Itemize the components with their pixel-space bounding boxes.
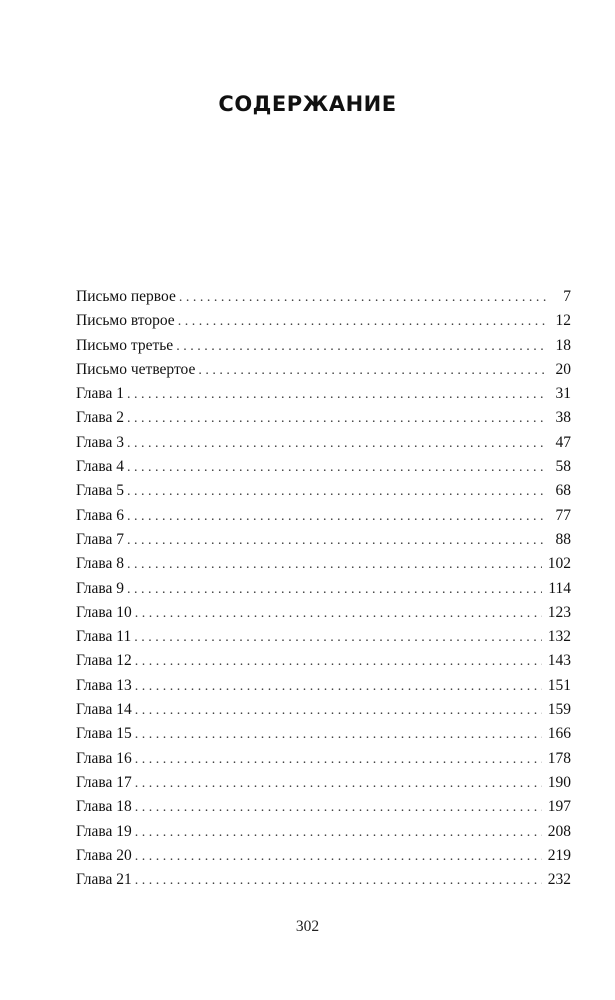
toc-entry-page: 208	[547, 822, 571, 840]
toc-leader-dots	[179, 286, 547, 310]
toc-entry	[76, 528, 571, 552]
toc-entry	[76, 382, 571, 406]
toc-leader-dots	[135, 723, 542, 747]
toc-entry-label: Глава 3	[76, 433, 125, 451]
toc-entry-page: 123	[547, 603, 571, 621]
toc-entry-page: 7	[563, 288, 571, 305]
toc-entry	[76, 406, 571, 430]
toc-entry-label: Глава 1	[76, 385, 125, 403]
toc-entry-page: 197	[547, 798, 571, 816]
toc-leader-dots	[127, 553, 542, 577]
toc-leader-dots	[127, 578, 542, 602]
toc-entry	[76, 601, 571, 625]
toc-entry-label: Глава 14	[76, 701, 132, 719]
toc-entry-label: Глава 4	[76, 458, 125, 476]
toc-entry-label: Глава 11	[76, 628, 132, 646]
toc-leader-dots	[127, 505, 547, 529]
toc-entry-label: Глава 12	[76, 652, 132, 670]
toc-leader-dots	[135, 796, 542, 820]
toc-leader-dots	[127, 480, 547, 504]
toc-entry-label: Глава 5	[76, 482, 125, 500]
toc-leader-dots	[127, 432, 547, 456]
toc-entry-label: Глава 15	[76, 725, 132, 743]
toc-entry-label: Глава 10	[76, 603, 132, 621]
toc-leader-dots	[135, 869, 542, 893]
toc-entry-page: 143	[547, 652, 571, 670]
toc-entry	[76, 844, 571, 868]
toc-entry-label: Глава 20	[76, 846, 132, 864]
toc-entry	[76, 747, 571, 771]
toc-entry	[76, 771, 571, 795]
toc-leader-dots	[178, 310, 547, 334]
toc-entry-label: Глава 19	[76, 822, 132, 840]
toc-leader-dots	[135, 602, 542, 626]
toc-entry	[76, 674, 571, 698]
toc-entry-page: 151	[547, 676, 571, 694]
toc-leader-dots	[135, 748, 542, 772]
toc-entry-page: 232	[547, 871, 571, 889]
toc-entry	[76, 868, 571, 892]
toc-entry	[76, 285, 571, 309]
toc-entry-label: Глава 17	[76, 773, 132, 791]
toc-entry	[76, 431, 571, 455]
toc-leader-dots	[135, 845, 542, 869]
toc-entry	[76, 722, 571, 746]
page-number: 302	[295, 918, 320, 935]
toc-entry-page: 159	[547, 701, 571, 719]
toc-entry-label: Письмо первое	[76, 288, 176, 305]
toc-entry-label: Глава 6	[76, 506, 125, 524]
toc-leader-dots	[135, 650, 542, 674]
table-of-contents	[76, 285, 571, 892]
toc-entry	[76, 334, 571, 358]
toc-entry-label: Глава 2	[76, 409, 125, 427]
page-title: СОДЕРЖАНИЕ	[218, 92, 397, 116]
toc-entry-page: 47	[555, 433, 571, 451]
toc-leader-dots	[176, 335, 547, 359]
toc-entry-page: 12	[555, 312, 571, 330]
toc-entry	[76, 504, 571, 528]
toc-entry	[76, 479, 571, 503]
toc-leader-dots	[127, 407, 547, 431]
toc-entry-page: 178	[547, 749, 571, 767]
toc-entry	[76, 309, 571, 333]
toc-leader-dots	[127, 383, 547, 407]
toc-entry-label: Глава 9	[76, 579, 125, 597]
toc-entry	[76, 625, 571, 649]
toc-entry	[76, 552, 571, 576]
toc-leader-dots	[135, 699, 542, 723]
toc-entry	[76, 698, 571, 722]
toc-entry-label: Глава 21	[76, 871, 132, 889]
toc-entry	[76, 577, 571, 601]
toc-entry-label: Письмо второе	[76, 312, 175, 330]
toc-leader-dots	[127, 529, 547, 553]
toc-entry-page: 68	[555, 482, 571, 500]
toc-leader-dots	[198, 359, 547, 383]
toc-entry-label: Письмо третье	[76, 336, 174, 354]
toc-entry-page: 166	[547, 725, 571, 743]
toc-entry-page: 219	[547, 846, 571, 864]
toc-entry-page: 58	[555, 458, 571, 476]
toc-entry-page: 77	[555, 506, 571, 524]
toc-leader-dots	[135, 675, 542, 699]
toc-entry-label: Глава 13	[76, 676, 132, 694]
toc-leader-dots	[135, 821, 542, 845]
toc-entry-label: Глава 8	[76, 555, 125, 573]
toc-entry-page: 88	[555, 530, 571, 548]
toc-leader-dots	[127, 456, 547, 480]
toc-leader-dots	[134, 626, 542, 650]
toc-entry-page: 114	[548, 579, 571, 597]
toc-entry	[76, 795, 571, 819]
toc-entry-label: Глава 7	[76, 530, 125, 548]
toc-entry	[76, 358, 571, 382]
toc-entry	[76, 820, 571, 844]
toc-entry-page: 190	[547, 773, 571, 791]
toc-entry	[76, 455, 571, 479]
toc-entry-page: 132	[547, 628, 571, 646]
toc-entry-label: Глава 18	[76, 798, 132, 816]
toc-entry-label: Письмо четвертое	[76, 360, 196, 378]
toc-entry-page: 31	[555, 385, 571, 403]
toc-entry-label: Глава 16	[76, 749, 132, 767]
toc-leader-dots	[135, 772, 542, 796]
toc-entry-page: 18	[555, 336, 571, 354]
toc-entry-page: 102	[547, 555, 571, 573]
toc-entry-page: 38	[555, 409, 571, 427]
toc-entry	[76, 649, 571, 673]
toc-entry-page: 20	[555, 360, 571, 378]
